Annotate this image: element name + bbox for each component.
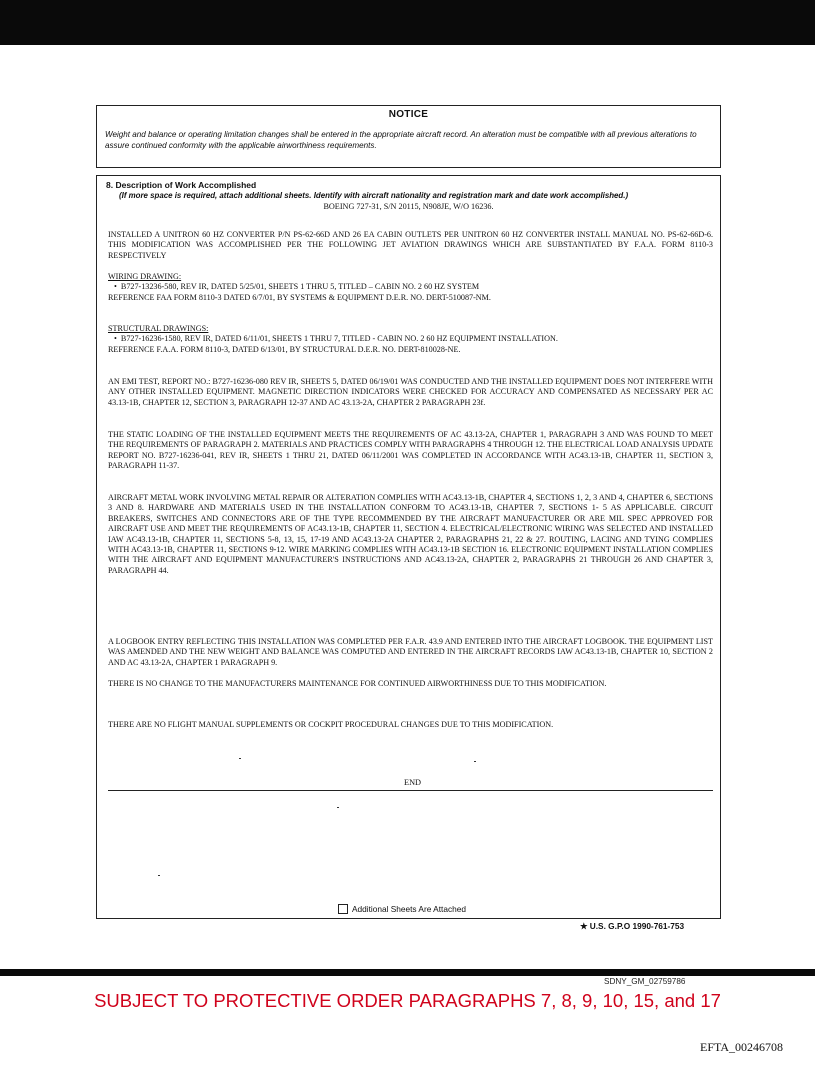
end-label: END [404,778,422,787]
paragraph-static-loading: THE STATIC LOADING OF THE INSTALLED EQUIPMENT MEETS THE REQUIREMENTS OF AC 43.13-2A, CHAPTER 1, PARAGRAPH 3 AND WAS FOUND TO MEET THE REQUIREMENTS OF PARAGRAPH 2. MATERIALS AND PRACTICES COMPLY WITH PARAGRAPHS 4 THROUGH 12. THE ELECTRICAL LOAD ANALYSIS UPDATE REPORT NO. B727-16236-041, REV IR, SHEETS 1 THRU 21, DATED 06/11/2001 WAS COMPLETED IN ACCORDANCE WITH AC43.13-1B, CHAPTER 11, SECTION 3, PARAGRAPH 11-37. [108,430,713,471]
work-description-box [96,175,721,919]
bullet-icon: • [114,334,121,343]
structural-drawing-item [108,334,719,344]
aircraft-identification: BOEING 727-31, S/N 20115, N908JE, W/O 16236. [323,202,494,211]
notice-title: NOTICE [388,109,429,120]
scan-speck [474,761,476,762]
gpo-print-code: ★ U.S. G.P.O 1990-761-753 [580,921,685,931]
structural-reference: REFERENCE F.A.A. FORM 8110-3, DATED 6/13/01, BY STRUCTURAL D.E.R. NO. DERT-810028-NE. [108,345,461,354]
wiring-reference: REFERENCE FAA FORM 8110-3 DATED 6/7/01, BY SYSTEMS & EQUIPMENT D.E.R. NO. DERT-510087-NM. [108,293,491,302]
scan-speck [158,875,160,876]
checkbox-icon[interactable] [338,904,348,914]
paragraph-emi-test: AN EMI TEST, REPORT NO.: B727-16236-080 REV IR, SHEETS 5, DATED 06/19/01 WAS CONDUCTED AND THE INSTALLED EQUIPMENT DOES NOT INTERFERE WITH ANY OTHER INSTALLED EQUIPMENT. MAGNETIC DIRECTION INDICATORS WERE CHECKED FOR ACCURACY AND COMPENSATED AS NECESSARY PER AC 43.13-1B, CHAPTER 12, SECTION 3, PARAGRAPH 12-37 AND AC 43.13-2A, CHAPTER 2 PARAGRAPH 23f. [108,377,713,407]
end-line [108,778,713,791]
paragraph-flight-manual: THERE ARE NO FLIGHT MANUAL SUPPLEMENTS OR COCKPIT PROCEDURAL CHANGES DUE TO THIS MODIFICATION. [108,720,554,729]
paragraph-installation: INSTALLED A UNITRON 60 HZ CONVERTER P/N PS-62-66D AND 26 EA CABIN OUTLETS PER UNITRON 60 HZ CONVERTER INSTALL MANUAL NO. PS-62-66D-6. THIS MODIFICATION WAS ACCOMPLISHED PER THE FOLLOWING JET AVIATION DRAWINGS WHICH ARE SUBSTANTIATED BY F.A.A. FORM 8110-3 RESPECTIVELY [108,230,713,260]
protective-order-stamp: SUBJECT TO PROTECTIVE ORDER PARAGRAPHS 7, 8, 9, 10, 15, and 17 [94,990,721,1011]
wiring-drawing-item [108,282,719,292]
bottom-black-bar [0,969,815,976]
efta-number: EFTA_00246708 [700,1040,784,1054]
paragraph-metal-work: AIRCRAFT METAL WORK INVOLVING METAL REPAIR OR ALTERATION COMPLIES WITH AC43.13-1B, CHAPTER 4, SECTIONS 1, 2, 3 AND 4, CHAPTER 6, SECTIONS 3 AND 8. HARDWARE AND MATERIALS USED IN THE INSTALLATION CONFORM TO AC43.13-1B, CHAPTER 7, SECTIONS 1- 5 AS APPLICABLE. CIRCUIT BREAKERS, SWITCHES AND CONNECTORS ARE OF THE TYPE RECOMMENDED BY THE AIRCRAFT MANUFACTURER OR ARE MIL SPEC APPROVED FOR AIRCRAFT USE AND MEET THE REQUIREMENTS OF AC43.13-1B, CHAPTER 11, SECTION 4. ELECTRICAL/ELECTRONIC WIRING WAS SELECTED AND INSTALLED IAW AC43.13-1B, CHAPTER 11, SECTIONS 5-8, 13, 15, 17-19 AND AC43.13-2A CHAPTER 2, PARAGRAPHS 21, 22 & 27. ROUTING, LACING AND TYING COMPLIES WITH AC43.13-1B, CHAPTER 11, SECTIONS 9-12. WIRE MARKING COMPLIES WITH AC43.13-1B SECTION 16. ELECTRONIC EQUIPMENT INSTALLATION COMPLIES WITH THE AIRCRAFT AND EQUIPMENT MANUFACTURER'S INSTRUCTIONS AND AC43.13-2A, CHAPTER 2, PARAGRAPHS 21 THROUGH 26 AND CHAPTER 3, PARAGRAPH 44. [108,493,713,575]
notice-box [96,105,721,168]
wiring-heading: WIRING DRAWING: [108,272,182,281]
additional-sheets-label: Additional Sheets Are Attached [352,904,466,914]
paragraph-logbook: A LOGBOOK ENTRY REFLECTING THIS INSTALLATION WAS COMPLETED PER F.A.R. 43.9 AND ENTERED INTO THE AIRCRAFT LOGBOOK. THE EQUIPMENT LIST WAS AMENDED AND THE NEW WEIGHT AND BALANCE WAS COMPUTED AND ENTERED IN THE AIRCRAFT RECORDS IAW AC43.13-1B, CHAPTER 10, SECTION 2 AND AC 43.13-2A, CHAPTER 1 PARAGRAPH 9. [108,637,713,667]
top-black-bar [0,0,815,45]
paragraph-maintenance: THERE IS NO CHANGE TO THE MANUFACTURERS MAINTENANCE FOR CONTINUED AIRWORTHINESS DUE TO THIS MODIFICATION. [108,679,607,688]
bates-number: SDNY_GM_02759786 [604,977,686,986]
section-title: 8. Description of Work Accomplished [106,180,257,190]
additional-sheets-checkbox-row[interactable] [338,904,466,914]
bullet-icon: • [114,282,121,291]
wiring-drawing-text: B727-13236-580, REV IR, DATED 5/25/01, SHEETS 1 THRU 5, TITLED – CABIN NO. 2 60 HZ SYSTEM [120,282,480,291]
section-subtitle: (If more space is required, attach additional sheets. Identify with aircraft nationality and registration mark and date work accomplished.) [119,191,629,200]
structural-drawing-text: B727-16236-1580, REV IR, DATED 6/11/01, SHEETS 1 THRU 7, TITLED - CABIN NO. 2 60 HZ EQUIPMENT INSTALLATION. [120,334,558,343]
scan-speck [337,807,339,808]
structural-heading: STRUCTURAL DRAWINGS: [108,324,209,333]
scan-speck [239,758,241,759]
notice-text: Weight and balance or operating limitation changes shall be entered in the appropriate aircraft record. An alteration must be compatible with all previous alterations to assure continued conformity with the applicable airworthiness requirements. [105,130,697,150]
